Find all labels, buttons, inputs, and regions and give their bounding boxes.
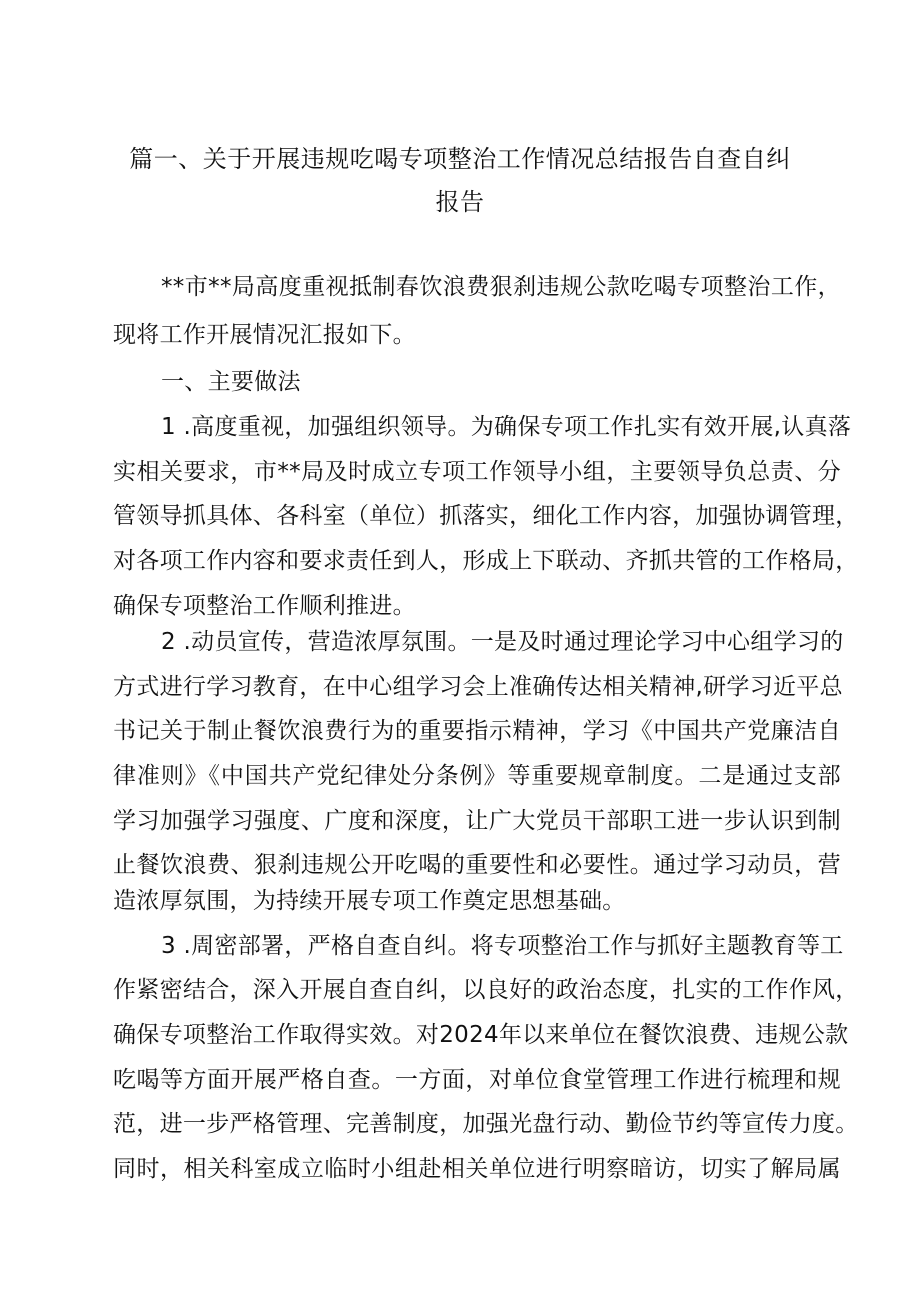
paragraph-line: 方式进行学习教育，在中心组学习会上准确传达相关精神,研学习近平总 [113,674,843,700]
section-heading: 一、主要做法 [161,369,301,395]
paragraph-line: 吃喝等方面开展严格自查。一方面，对单位食堂管理工作进行梳理和规 [113,1067,841,1093]
paragraph-line: 3 .周密部署，严格自查自纠。将专项整治工作与抓好主题教育等工 [161,933,844,959]
paragraph-line: **市**局高度重视抵制春饮浪费狠刹违规公款吃喝专项整治工作， [161,274,841,300]
document-title-line-2: 报告 [435,188,485,216]
paragraph-line: 范，进一步严格管理、完善制度，加强光盘行动、勤俭节约等宣传力度。 [113,1111,859,1137]
paragraph-line: 确保专项整治工作取得实效。对2024年以来单位在餐饮浪费、违规公款 [113,1022,849,1048]
paragraph-line: 对各项工作内容和要求责任到人，形成上下联动、齐抓共管的工作格局， [113,548,859,574]
paragraph-line: 1 .高度重视，加强组织领导。为确保专项工作扎实有效开展,认真落 [161,414,852,440]
paragraph-line: 确保专项整治工作顺利推进。 [113,593,416,619]
paragraph-line: 作紧密结合，深入开展自查自纠，以良好的政治态度，扎实的工作作风， [113,977,859,1003]
paragraph-line: 书记关于制止餐饮浪费行为的重要指示精神，学习《中国共产党廉洁自 [113,718,841,744]
paragraph-line: 管领导抓具体、各科室（单位）抓落实，细化工作内容，加强协调管理， [113,503,859,529]
paragraph-line: 律准则》《中国共产党纪律处分条例》等重要规章制度。二是通过支部 [113,763,841,789]
document-title-line-1: 篇一、关于开展违规吃喝专项整治工作情况总结报告自查自纠 [129,145,791,173]
paragraph-line: 实相关要求，市**局及时成立专项工作领导小组，主要领导负总责、分 [113,459,841,485]
paragraph-line: 造浓厚氛围，为持续开展专项工作奠定思想基础。 [113,888,626,914]
paragraph-line: 现将工作开展情况汇报如下。 [113,322,416,348]
paragraph-line: 学习加强学习强度、广度和深度，让广大党员干部职工进一步认识到制 [113,808,841,834]
paragraph-line: 同时，相关科室成立临时小组赴相关单位进行明察暗访，切实了解局属 [113,1156,841,1182]
paragraph-line: 2 .动员宣传，营造浓厚氛围。一是及时通过理论学习中心组学习的 [161,629,844,655]
paragraph-line: 止餐饮浪费、狠刹违规公开吃喝的重要性和必要性。通过学习动员，营 [113,852,841,878]
